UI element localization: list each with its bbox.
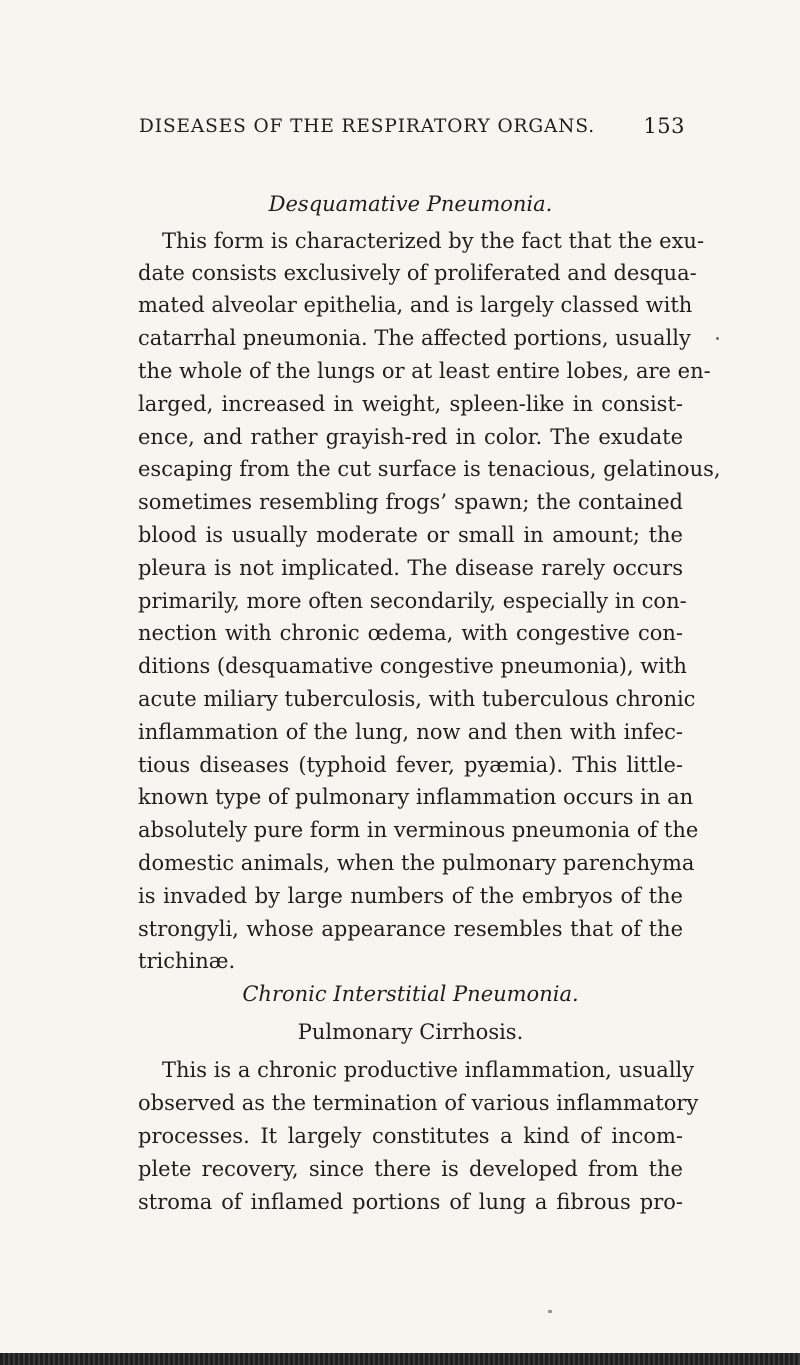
paragraph-line: strongyli, whose appearance resembles that of the: [138, 917, 683, 941]
paragraph-line: mated alveolar epithelia, and is largely classed with: [138, 293, 693, 317]
paragraph-line: trichinæ.: [138, 949, 236, 973]
paragraph-line: processes. It largely constitutes a kind of incom-: [138, 1124, 683, 1148]
section-subheading: Pulmonary Cirrhosis.: [297, 1020, 524, 1044]
paragraph-line: plete recovery, since there is developed from the: [138, 1157, 683, 1181]
paragraph-line: observed as the termination of various inflammatory: [138, 1091, 699, 1115]
ink-speck: [548, 1310, 552, 1313]
margin-speck: [716, 337, 719, 340]
paragraph-line: ence, and rather grayish-red in color. The exudate: [138, 425, 683, 449]
page-edge-shadow: [0, 1353, 800, 1365]
paragraph-line: stroma of inflamed portions of lung a fibrous pro-: [138, 1190, 683, 1214]
paragraph-line: blood is usually moderate or small in amount; the: [138, 523, 683, 547]
section-heading-desquamative: Desquamative Pneumonia.: [268, 192, 553, 216]
paragraph-line: larged, increased in weight, spleen-like in consist-: [138, 392, 683, 416]
paragraph-line: This form is characterized by the fact that the exu-: [162, 229, 705, 253]
paragraph-line: domestic animals, when the pulmonary parenchyma: [138, 851, 695, 875]
paragraph-line: nection with chronic œdema, with congestive con-: [138, 621, 683, 645]
paragraph-line: the whole of the lungs or at least entire lobes, are en-: [138, 359, 711, 383]
paragraph-line: is invaded by large numbers of the embryos of the: [138, 884, 683, 908]
paragraph-line: acute miliary tuberculosis, with tuberculous chronic: [138, 687, 696, 711]
paragraph-line: tious diseases (typhoid fever, pyæmia). This little-: [138, 753, 683, 777]
paragraph-line: pleura is not implicated. The disease rarely occurs: [138, 556, 683, 580]
paragraph-line: inflammation of the lung, now and then with infec-: [138, 720, 683, 744]
paragraph-line: known type of pulmonary inflammation occurs in an: [138, 785, 694, 809]
paragraph-line: primarily, more often secondarily, especially in con-: [138, 589, 687, 613]
paragraph-line: absolutely pure form in verminous pneumonia of the: [138, 818, 699, 842]
running-title: DISEASES OF THE RESPIRATORY ORGANS.: [139, 116, 596, 137]
section-heading-chronic-interstitial: Chronic Interstitial Pneumonia.: [242, 982, 579, 1006]
paragraph-line: sometimes resembling frogs’ spawn; the contained: [138, 490, 683, 514]
paragraph-line: This is a chronic productive inflammation, usually: [162, 1058, 695, 1082]
running-head: [139, 114, 685, 144]
paragraph-line: date consists exclusively of proliferated and desqua-: [138, 261, 697, 285]
paragraph-line: escaping from the cut surface is tenacious, gelatinous,: [138, 457, 721, 481]
paragraph-line: ditions (desquamative congestive pneumonia), with: [138, 654, 687, 678]
page-number: 153: [643, 114, 685, 138]
paragraph-line: catarrhal pneumonia. The affected portions, usually: [138, 326, 691, 350]
